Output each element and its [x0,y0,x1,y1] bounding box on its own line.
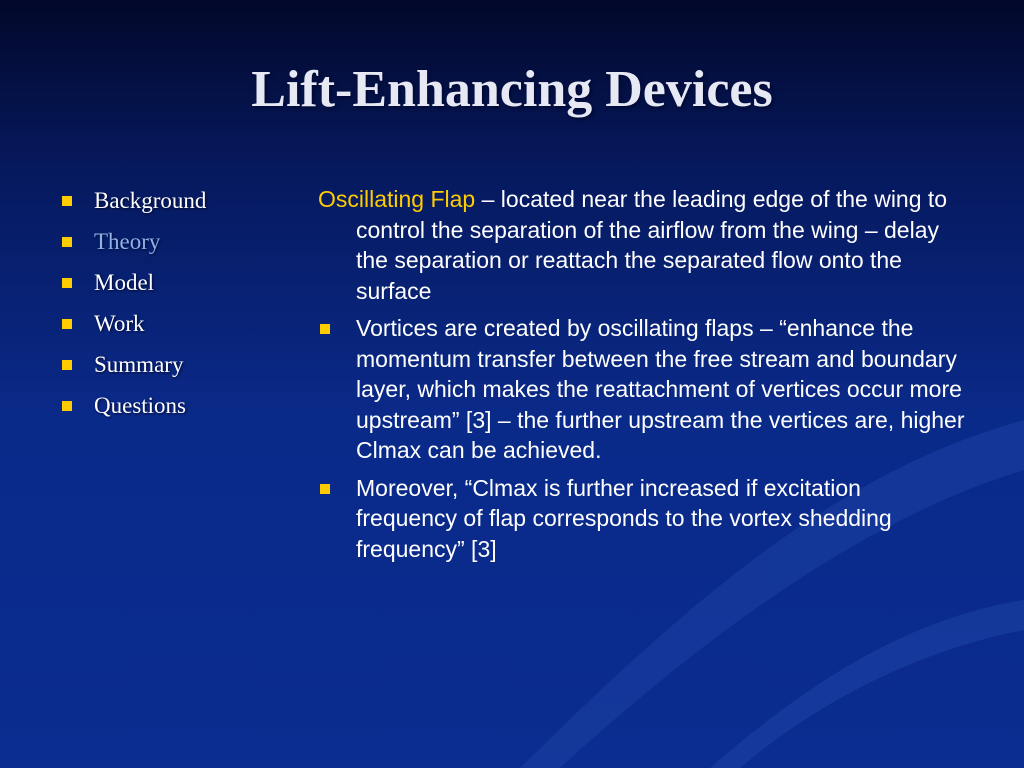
nav-item-background[interactable] [60,186,206,227]
nav-item-label: Questions [94,393,186,418]
bullet-text: Vortices are created by oscillating flaps – “enhance the momentum transfer between the free stream and boundary layer, which makes the reattachment of vertices occur more upstream” [3] – the further upstream the vertices are, higher Clmax can be achieved. [356,315,965,463]
square-bullet-icon [62,401,72,411]
content-body [318,184,968,571]
nav-item-model[interactable] [60,268,206,309]
nav-item-label: Model [94,270,155,295]
nav-item-questions[interactable] [60,391,206,432]
square-bullet-icon [62,278,72,288]
intro-text: – located near the leading edge of the wing to control the separation of the airflow from the wing – delay the separation or reattach the separated flow onto the surface [356,186,948,304]
nav-item-label: Summary [94,352,184,377]
nav-item-label: Background [94,188,207,213]
square-bullet-icon [62,360,72,370]
nav-item-summary[interactable] [60,350,206,391]
intro-paragraph [318,184,968,306]
square-bullet-icon [62,319,72,329]
nav-item-label: Theory [94,229,161,254]
square-bullet-icon [320,484,330,494]
nav-item-label: Work [94,311,145,336]
bullet-text: Moreover, “Clmax is further increased if excitation frequency of flap corresponds to the vortex shedding frequency” [3] [356,474,892,562]
nav-item-theory[interactable] [60,227,206,268]
square-bullet-icon [62,196,72,206]
slide-title: Lift-Enhancing Devices [251,61,773,118]
nav-item-work[interactable] [60,309,206,350]
intro-lead: Oscillating Flap [318,186,476,212]
content-bullet [318,313,968,466]
square-bullet-icon [320,324,330,334]
nav-list [60,186,206,432]
square-bullet-icon [62,237,72,247]
content-bullet [318,473,968,565]
